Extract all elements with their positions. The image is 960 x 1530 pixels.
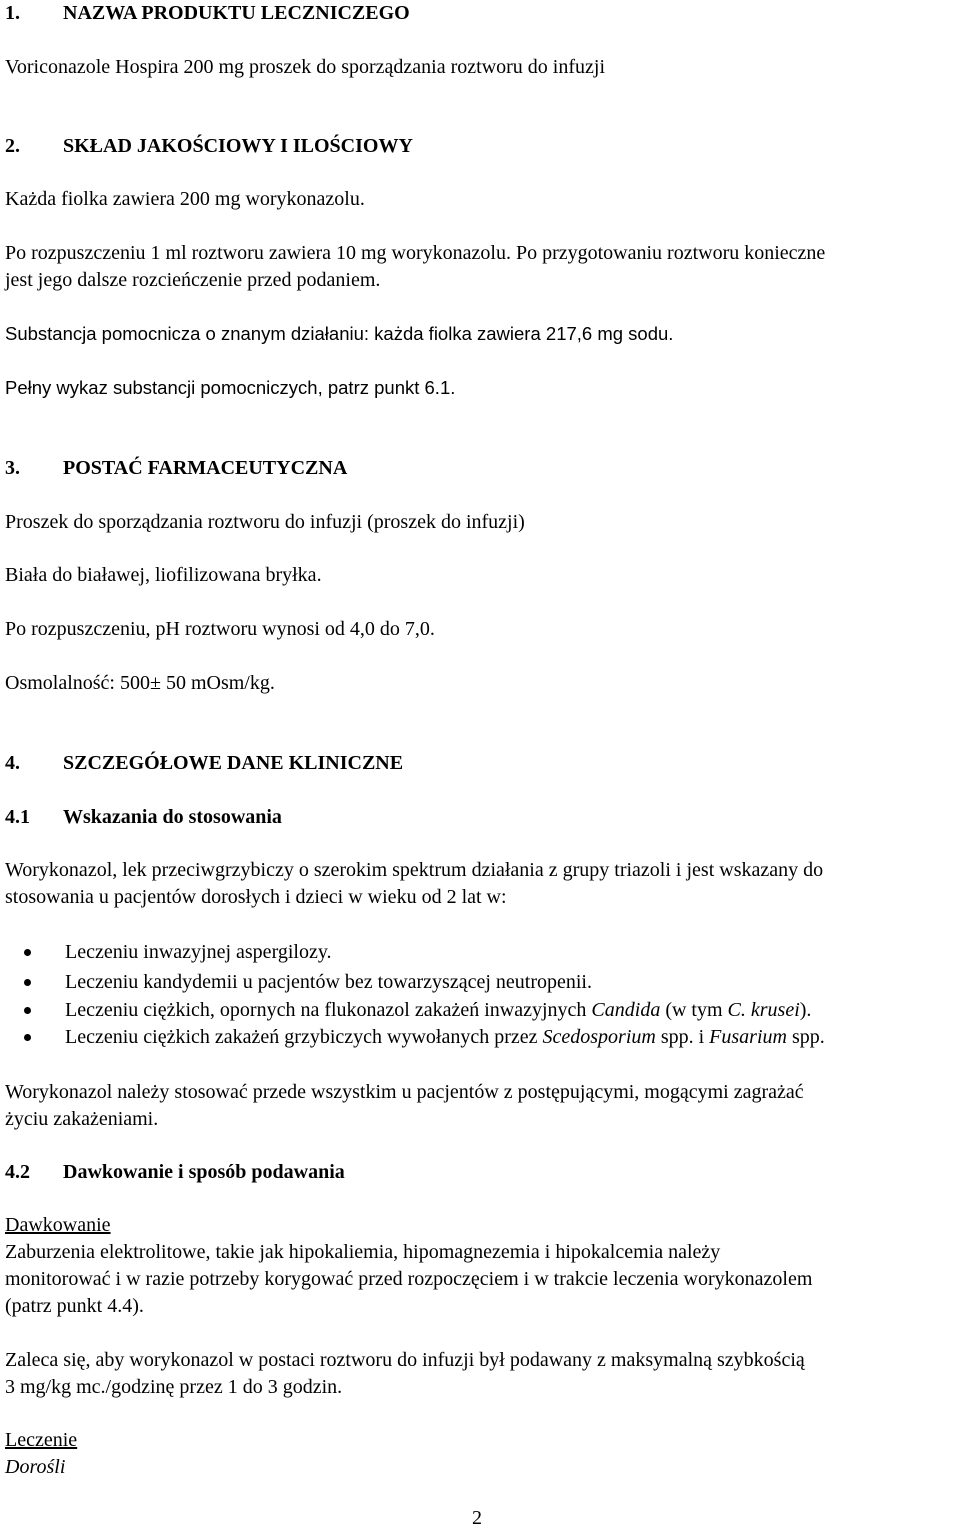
subheading: Dorośli xyxy=(5,1456,66,1478)
section-4-heading xyxy=(5,751,403,775)
paragraph: życiu zakażeniami. xyxy=(5,1108,159,1130)
paragraph: Biała do białawej, liofilizowana bryłka. xyxy=(5,564,322,586)
section-number: 2. xyxy=(5,135,20,157)
section-title: Wskazania do stosowania xyxy=(63,806,282,828)
section-title: SZCZEGÓŁOWE DANE KLINICZNE xyxy=(63,752,404,774)
list-item-text: Leczeniu kandydemii u pacjentów bez towarzyszącej neutropenii. xyxy=(65,971,592,993)
paragraph: Pełny wykaz substancji pomocniczych, patrz punkt 6.1. xyxy=(5,377,456,398)
section-title: SKŁAD JAKOŚCIOWY I ILOŚCIOWY xyxy=(63,135,413,157)
section-2-heading xyxy=(5,134,413,158)
bullet-icon xyxy=(24,1007,31,1014)
list-item-text xyxy=(65,998,811,1022)
paragraph: Po rozpuszczeniu 1 ml roztworu zawiera 10 mg worykonazolu. Po przygotowaniu roztworu konieczne xyxy=(5,242,826,264)
section-number: 3. xyxy=(5,457,20,479)
paragraph: Worykonazol należy stosować przede wszystkim u pacjentów z postępującymi, mogącymi zagrażać xyxy=(5,1081,804,1103)
italic-run: Fusarium xyxy=(709,1026,787,1048)
paragraph: jest jego dalsze rozcieńczenie przed podaniem. xyxy=(5,269,381,291)
italic-run: Candida xyxy=(591,999,661,1021)
text-run: spp. xyxy=(786,1026,825,1048)
paragraph: stosowania u pacjentów dorosłych i dzieci w wieku od 2 lat w: xyxy=(5,886,507,908)
paragraph: Substancja pomocnicza o znanym działaniu: każda fiolka zawiera 217,6 mg sodu. xyxy=(5,323,674,344)
section-number: 1. xyxy=(5,2,20,24)
paragraph: Zaburzenia elektrolitowe, takie jak hipokaliemia, hipomagnezemia i hipokalcemia należy xyxy=(5,1241,721,1263)
paragraph: Po rozpuszczeniu, pH roztworu wynosi od 4,0 do 7,0. xyxy=(5,618,435,640)
text-run: Leczeniu ciężkich, opornych na flukonazol zakażeń inwazyjnych xyxy=(65,999,592,1021)
section-number: 4. xyxy=(5,752,20,774)
italic-run: Scedosporium xyxy=(542,1026,656,1048)
page-number: 2 xyxy=(472,1507,482,1529)
bullet-icon xyxy=(24,979,31,986)
paragraph: Proszek do sporządzania roztworu do infuzji (proszek do infuzji) xyxy=(5,511,525,533)
section-title: NAZWA PRODUKTU LECZNICZEGO xyxy=(63,2,410,24)
section-4-1-heading xyxy=(5,805,282,829)
italic-run: C. krusei xyxy=(727,999,800,1021)
text-run: spp. i xyxy=(655,1026,710,1048)
text-run: Leczeniu ciężkich zakażeń grzybiczych wywołanych przez xyxy=(65,1026,543,1048)
paragraph: (patrz punkt 4.4). xyxy=(5,1295,144,1317)
list-item-text: Leczeniu inwazyjnej aspergilozy. xyxy=(65,941,332,963)
bullet-icon xyxy=(24,1034,31,1041)
paragraph: 3 mg/kg mc./godzinę przez 1 do 3 godzin. xyxy=(5,1376,343,1398)
section-4-2-heading xyxy=(5,1160,345,1184)
text-run: ). xyxy=(799,999,812,1021)
section-3-heading xyxy=(5,456,347,480)
subheading: Dawkowanie xyxy=(5,1214,111,1236)
section-title: Dawkowanie i sposób podawania xyxy=(63,1161,345,1183)
section-1-heading xyxy=(5,1,410,25)
section-number: 4.1 xyxy=(5,806,30,828)
paragraph: Osmolalność: 500± 50 mOsm/kg. xyxy=(5,672,275,694)
product-name: Voriconazole Hospira 200 mg proszek do sporządzania roztworu do infuzji xyxy=(5,56,606,78)
paragraph: Worykonazol, lek przeciwgrzybiczy o szerokim spektrum działania z grupy triazoli i jest wskazany do xyxy=(5,859,824,881)
bullet-icon xyxy=(24,949,31,956)
paragraph: Zaleca się, aby worykonazol w postaci roztworu do infuzji był podawany z maksymalną szybkością xyxy=(5,1349,805,1371)
section-number: 4.2 xyxy=(5,1161,30,1183)
paragraph: Każda fiolka zawiera 200 mg worykonazolu. xyxy=(5,188,365,210)
text-run: (w tym xyxy=(660,999,728,1021)
list-item-text xyxy=(65,1025,825,1049)
paragraph: monitorować i w razie potrzeby korygować przed rozpoczęciem i w trakcie leczenia worykonazolem xyxy=(5,1268,813,1290)
subheading: Leczenie xyxy=(5,1429,78,1451)
section-title: POSTAĆ FARMACEUTYCZNA xyxy=(63,457,348,479)
